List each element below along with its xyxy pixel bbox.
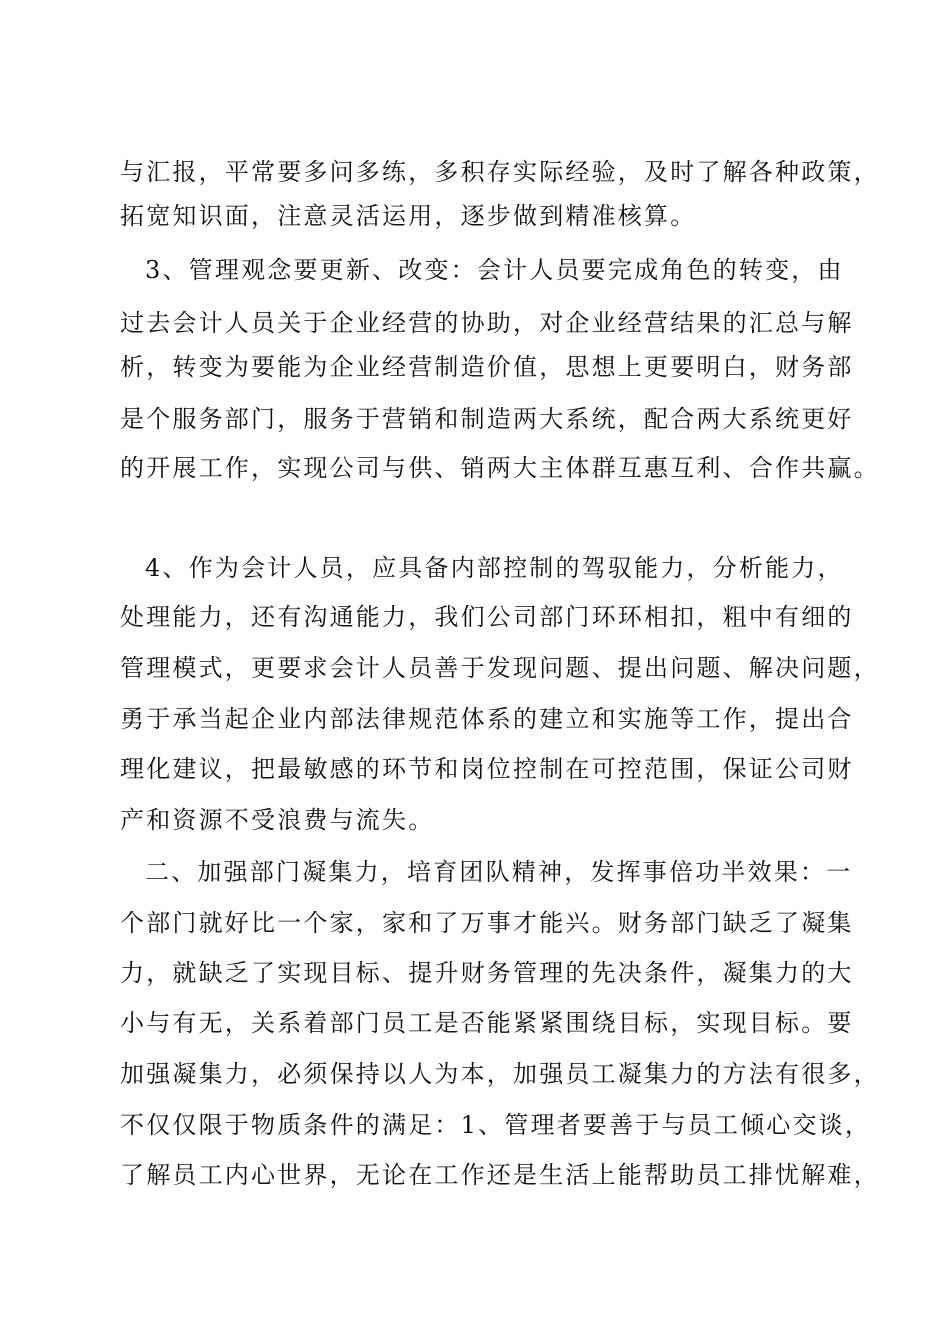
text-line: 不仅仅限于物质条件的满足：1、管理者要善于与员工倾心交谈， <box>120 1111 872 1139</box>
text-line: 是个服务部门，服务于营销和制造两大系统，配合两大系统更好 <box>120 405 854 433</box>
text-line: 二、加强部门凝集力，培育团队精神，发挥事倍功半效果：一 <box>145 858 853 886</box>
text-line: 4、作为会计人员，应具备内部控制的驾驭能力，分析能力， <box>145 554 844 582</box>
text-line: 力，就缺乏了实现目标、提升财务管理的先决条件，凝集力的大 <box>120 959 854 987</box>
text-line: 析，转变为要能为企业经营制造价值，思想上更要明白，财务部 <box>120 353 854 381</box>
text-line: 理化建议，把最敏感的环节和岗位控制在可控范围，保证公司财 <box>120 755 854 783</box>
text-line: 过去会计人员关于企业经营的协助，对企业经营结果的汇总与解 <box>120 309 854 337</box>
text-line: 加强凝集力，必须保持以人为本，加强员工凝集力的方法有很多， <box>120 1060 880 1088</box>
text-line: 拓宽知识面，注意灵活运用，逐步做到精准核算。 <box>120 202 697 230</box>
text-line: 管理模式，更要求会计人员善于发现问题、提出问题、解决问题， <box>120 654 880 682</box>
text-line: 的开展工作，实现公司与供、销两大主体群互惠互利、合作共赢。 <box>120 454 880 482</box>
text-line: 3、管理观念要更新、改变：会计人员要完成角色的转变，由 <box>145 256 844 284</box>
text-line: 产和资源不受浪费与流失。 <box>120 806 435 834</box>
text-line: 个部门就好比一个家，家和了万事才能兴。财务部门缺乏了凝集 <box>120 909 854 937</box>
text-line: 小与有无，关系着部门员工是否能紧紧围绕目标，实现目标。要 <box>120 1009 854 1037</box>
text-line: 勇于承当起企业内部法律规范体系的建立和实施等工作，提出合 <box>120 705 854 733</box>
text-line: 处理能力，还有沟通能力，我们公司部门环环相扣，粗中有细的 <box>120 603 854 631</box>
text-line: 与汇报，平常要多问多练，多积存实际经验，及时了解各种政策， <box>120 158 880 186</box>
text-line: 了解员工内心世界，无论在工作还是生活上能帮助员工排忧解难， <box>120 1161 880 1189</box>
